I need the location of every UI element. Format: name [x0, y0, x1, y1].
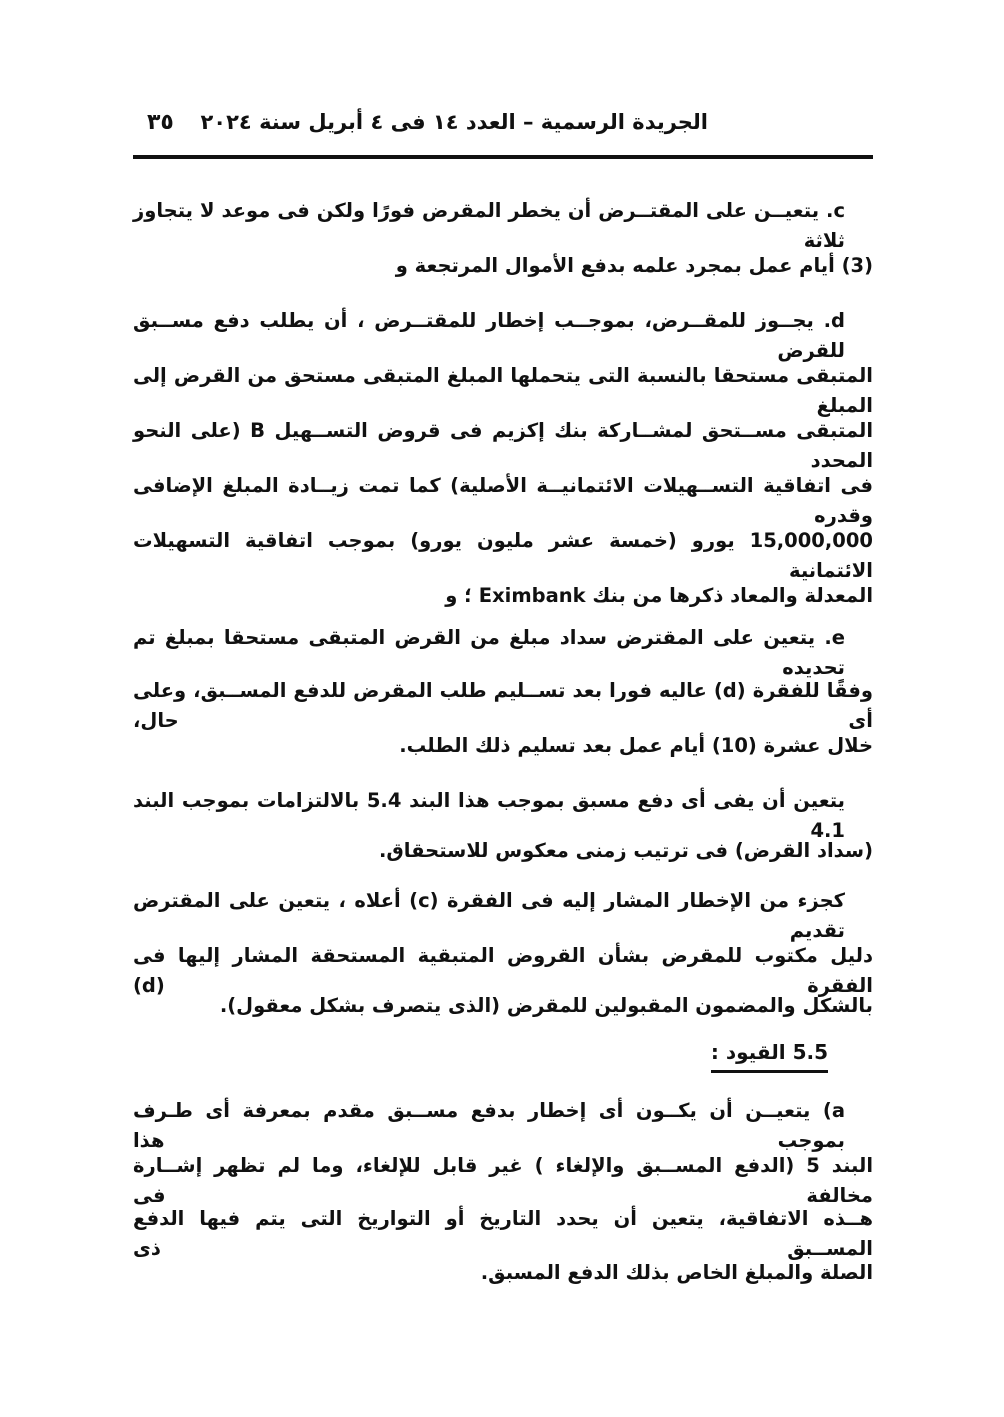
- paragraph-d-line: d. يجــوز للمقــرض، بموجــب إخطار للمقتــرض ، أن يطلب دفع مســبق للقرض: [133, 309, 845, 362]
- restriction-a-line: هــذه الاتفاقية، يتعين أن يحدد التاريخ أو التواريخ التى يتم فيها الدفع المســبق ذى: [133, 1207, 873, 1260]
- restriction-a-line: a) يتعيــن أن يكــون أى إخطار بدفع مســبق مقدم بمعرفة أى طـرف بموجب هذا: [133, 1099, 845, 1152]
- paragraph-c-line: c. يتعيــن على المقتــرض أن يخطر المقرض فورًا ولكن فى موعد لا يتجاوز ثلاثة: [133, 199, 845, 252]
- page-header: [133, 110, 873, 150]
- paragraph-c-line: (3) أيام عمل بمجرد علمه بدفع الأموال المرتجعة و: [395, 254, 873, 277]
- paragraph-e-line: وفقًا للفقرة (d) عاليه فورا بعد تســليم طلب المقرض للدفع المســبق، وعلى أى حال،: [133, 679, 873, 732]
- paragraph-evidence-line: كجزء من الإخطار المشار إليه فى الفقرة (c) أعلاه ، يتعين على المقترض تقديم: [133, 889, 846, 942]
- paragraph-e-line: خلال عشرة (10) أيام عمل بعد تسليم ذلك الطلب.: [399, 734, 873, 757]
- paragraph-e-line: e. يتعين على المقترض سداد مبلغ من القرض المتبقى مستحقا بمبلغ تم تحديده: [133, 626, 845, 679]
- paragraph-d-line: المعدلة والمعاد ذكرها من بنك Eximbank ؛ و: [445, 584, 873, 607]
- paragraph-d-line: المتبقى مستحقا بالنسبة التى يتحملها المبلغ المتبقى مستحق من القرض إلى المبلغ: [133, 364, 873, 417]
- paragraph-d-line: فى اتفاقية التســهيلات الائتمانيــة الأصلية) كما تمت زيــادة المبلغ الإضافى وقدره: [133, 474, 873, 527]
- paragraph-d-line: المتبقى مســتحق لمشــاركة بنك إكزيم فى قروض التســهيل B (على النحو المحدد: [133, 419, 873, 472]
- page-number: ٣٥: [147, 110, 174, 135]
- restriction-a-line: البند 5 (الدفع المســبق والإلغاء ) غير قابل للإلغاء، وما لم تظهر إشــارة مخالفة فى: [133, 1154, 873, 1207]
- paragraph-evidence-line: بالشكل والمضمون المقبولين للمقرض (الذى يتصرف بشكل معقول).: [219, 994, 873, 1017]
- header-rule: [133, 155, 873, 159]
- restriction-a-line: الصلة والمبلغ الخاص بذلك الدفع المسبق.: [480, 1261, 873, 1284]
- paragraph-evidence-line: دليل مكتوب للمقرض بشأن القروض المتبقية المستحقة المشار إليها فى الفقرة (d): [133, 944, 873, 997]
- gazette-title: الجريدة الرسمية – العدد ١٤ فى ٤ أبريل سنة ٢٠٢٤: [200, 110, 708, 134]
- paragraph-prepay-order-line: يتعين أن يفى أى دفع مسبق بموجب هذا البند 5.4 بالالتزامات بموجب البند 4.1: [133, 789, 845, 842]
- section-heading-5-5: 5.5 القيود :: [711, 1040, 828, 1073]
- paragraph-d-line: 15,000,000 يورو (خمسة عشر مليون يورو) بموجب اتفاقية التسهيلات الائتمانية: [133, 529, 873, 582]
- paragraph-prepay-order-line: (سداد القرض) فى ترتيب زمنى معكوس للاستحقاق.: [378, 839, 873, 862]
